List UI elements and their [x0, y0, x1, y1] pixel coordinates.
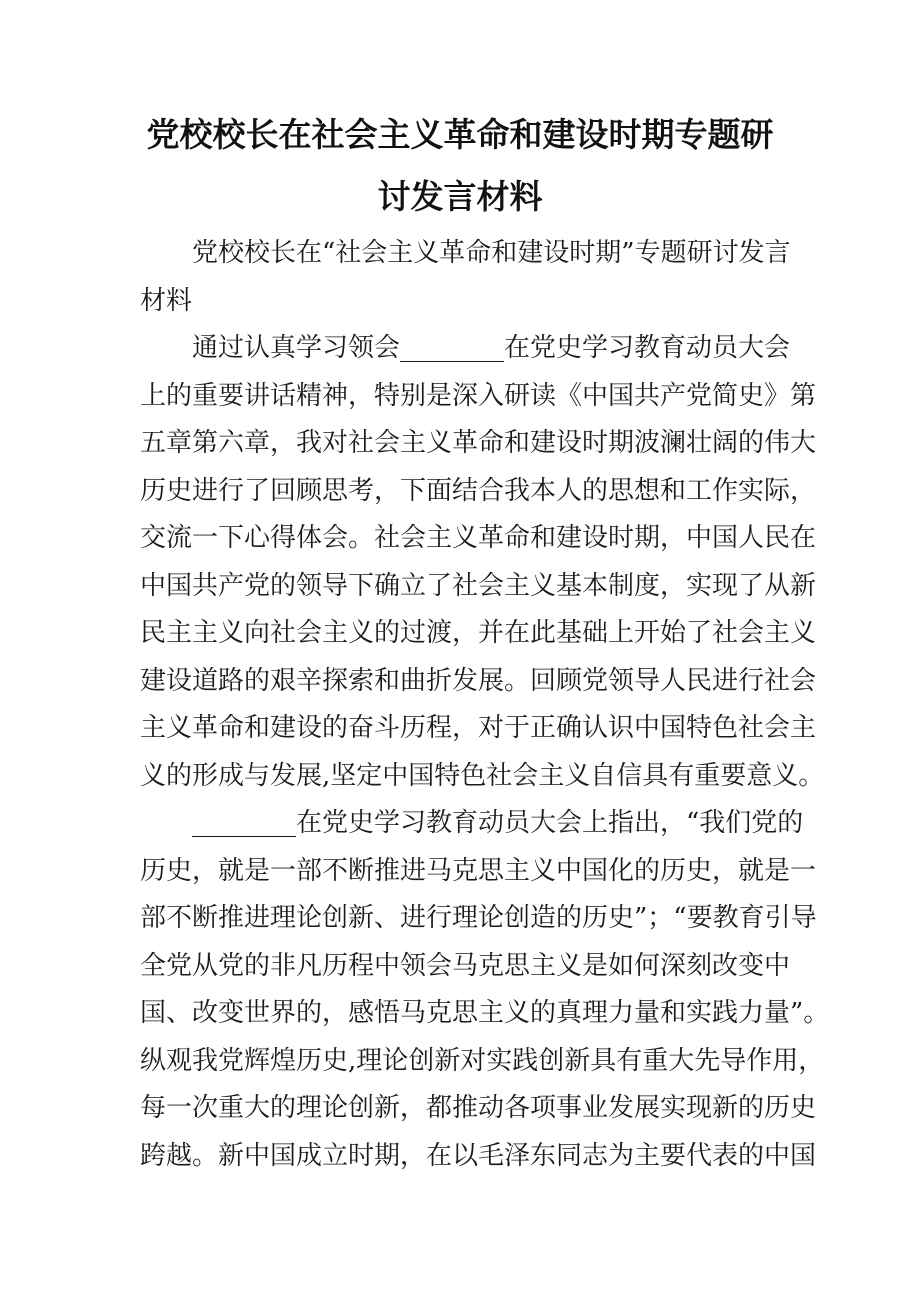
document-title-line-1: 党校校长在社会主义革命和建设时期专题研 [146, 115, 774, 154]
document-title-line-2: 讨发言材料 [377, 177, 543, 216]
subtitle-line: 材料 [140, 285, 193, 316]
paragraph-line: 中国共产党的领导下确立了社会主义基本制度，实现了从新 [140, 570, 817, 601]
paragraph-line: 通过认真学习领会________在党史学习教育动员大会 [192, 333, 791, 363]
paragraph-line: 上的重要讲话精神，特别是深入研读《中国共产党简史》第 [140, 380, 817, 411]
paragraph-line: 交流一下心得体会。社会主义革命和建设时期，中国人民在 [140, 523, 817, 553]
paragraph-line: 主义革命和建设的奋斗历程，对于正确认识中国特色社会主 [140, 713, 817, 743]
paragraph-line: 历史进行了回顾思考，下面结合我本人的思想和工作实际， [140, 475, 817, 506]
paragraph-line: 五章第六章，我对社会主义革命和建设时期波澜壮阔的伟大 [140, 428, 817, 458]
subtitle-line: 党校校长在“社会主义革命和建设时期”专题研讨发言 [192, 238, 791, 268]
paragraph-line: 民主主义向社会主义的过渡，并在此基础上开始了社会主义 [140, 618, 817, 648]
paragraph-line: 部不断推进理论创新、进行理论创造的历史”；“要教育引导 [140, 903, 817, 933]
document-body [140, 230, 830, 1180]
paragraph-line: 国、改变世界的，感悟马克思主义的真理力量和实践力量”。 [140, 998, 830, 1028]
paragraph-line: 历史，就是一部不断推进马克思主义中国化的历史，就是一 [140, 855, 817, 886]
paragraph-line: 建设道路的艰辛探索和曲折发展。回顾党领导人民进行社会 [140, 665, 817, 696]
paragraph-line: 全党从党的非凡历程中领会马克思主义是如何深刻改变中 [140, 950, 791, 981]
paragraph-line: 每一次重大的理论创新，都推动各项事业发展实现新的历史 [140, 1093, 817, 1123]
paragraph-line: 纵观我党辉煌历史,理论创新对实践创新具有重大先导作用， [140, 1045, 825, 1076]
paragraph-line: 义的形成与发展,坚定中国特色社会主义自信具有重要意义。 [140, 760, 825, 791]
paragraph-line: 跨越。新中国成立时期，在以毛泽东同志为主要代表的中国 [140, 1140, 817, 1171]
paragraph-line: ________在党史学习教育动员大会上指出，“我们党的 [192, 808, 804, 838]
